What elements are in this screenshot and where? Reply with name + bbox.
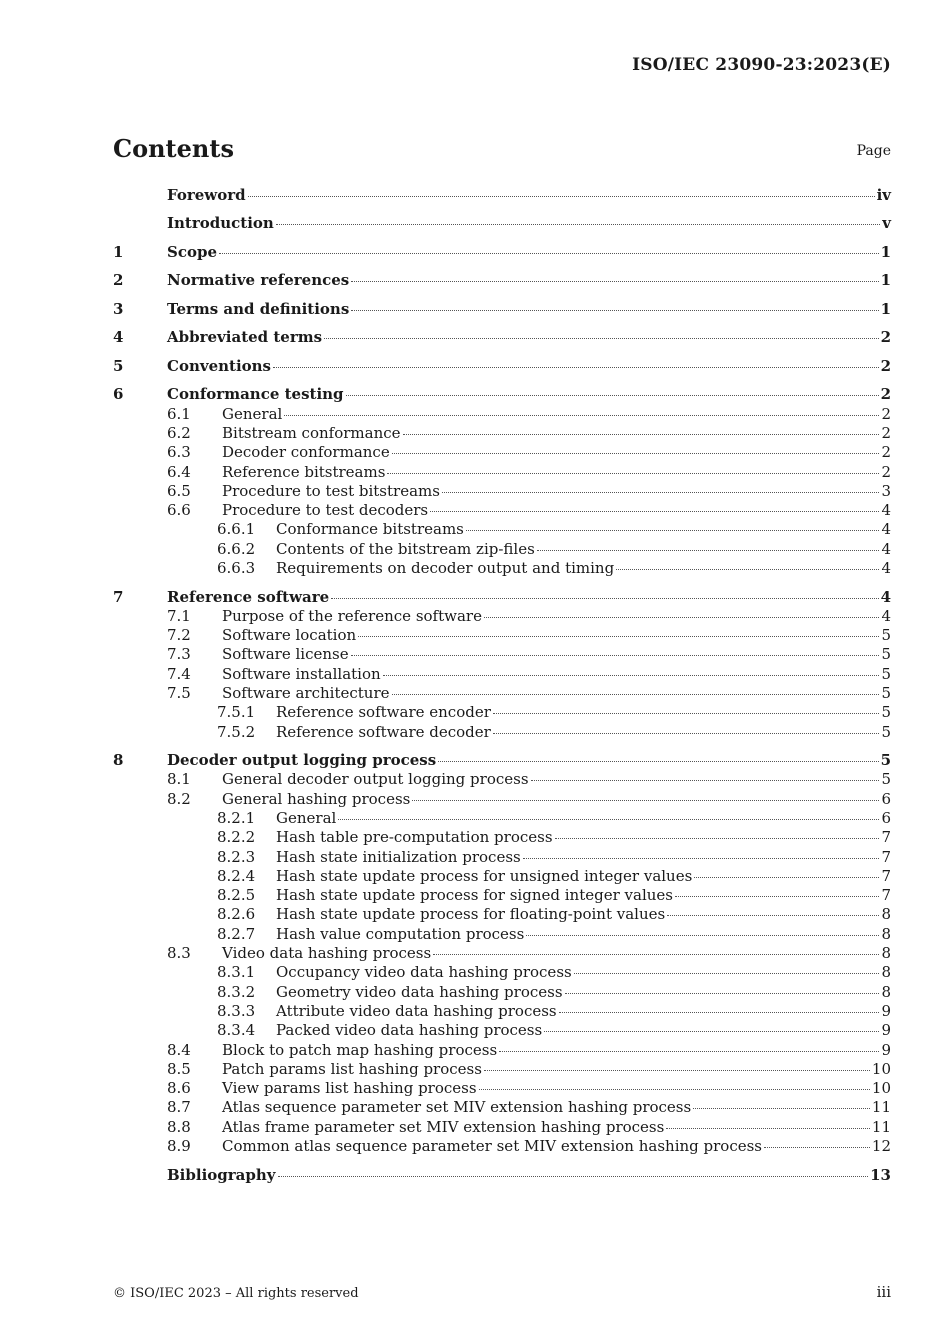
toc-entry-page: 5 xyxy=(881,645,891,664)
toc-entry[interactable] xyxy=(113,645,891,664)
toc-entry-number: 6.4 xyxy=(167,462,191,481)
toc-entry[interactable] xyxy=(113,944,891,963)
toc-entry-title: Reference software encoder xyxy=(276,703,491,722)
toc-dot-leader xyxy=(273,366,879,368)
toc-dot-leader xyxy=(324,337,878,339)
toc-entry-number: 8.5 xyxy=(167,1059,191,1078)
toc-dot-leader xyxy=(331,597,878,599)
toc-entry-title: Conventions xyxy=(167,356,271,375)
toc-entry-number: 6.6 xyxy=(167,501,191,520)
toc-dot-leader xyxy=(484,616,880,618)
toc-entry-number: 8.2.4 xyxy=(217,866,256,885)
toc-entry[interactable] xyxy=(113,848,891,867)
toc-dot-leader xyxy=(555,837,880,839)
toc-dot-leader xyxy=(544,1030,879,1032)
toc-entry[interactable] xyxy=(113,1118,891,1137)
toc-entry-number: 8.2.2 xyxy=(217,828,256,847)
toc-entry-title: Reference bitstreams xyxy=(222,462,386,481)
toc-entry[interactable] xyxy=(113,463,891,482)
toc-entry-number: 6 xyxy=(113,385,124,404)
toc-entry-page: 13 xyxy=(870,1165,891,1184)
toc-entry-number: 6.6.1 xyxy=(217,520,256,539)
toc-dot-leader xyxy=(493,712,880,714)
toc-entry-number: 8.2.6 xyxy=(217,905,256,924)
toc-entry-title: Purpose of the reference software xyxy=(222,606,482,625)
toc-dot-leader xyxy=(565,992,880,994)
toc-entry-number: 8.2.7 xyxy=(217,924,256,943)
toc-dot-leader xyxy=(493,732,880,734)
toc-entry-number: 7.5.2 xyxy=(217,722,256,741)
toc-entry-page: 7 xyxy=(881,828,891,847)
toc-entry-page: 10 xyxy=(871,1079,891,1098)
toc-entry-number: 6.3 xyxy=(167,443,191,462)
toc-dot-leader xyxy=(667,914,879,916)
toc-entry-number: 6.6.2 xyxy=(217,539,256,558)
document-id-header: ISO/IEC 23090-23:2023(E) xyxy=(632,55,891,75)
page-number: iii xyxy=(876,1283,891,1301)
toc-dot-leader xyxy=(351,654,880,656)
toc-entry[interactable] xyxy=(113,1002,891,1021)
toc-entry-title: Terms and definitions xyxy=(167,299,350,318)
toc-entry-page: 9 xyxy=(881,1001,891,1020)
toc-entry-title: Foreword xyxy=(167,186,246,204)
copyright-footer: © ISO/IEC 2023 – All rights reserved xyxy=(113,1286,359,1301)
toc-dot-leader xyxy=(438,760,878,762)
toc-entry-number: 8.2 xyxy=(167,789,191,808)
toc-entry-number: 8.3.2 xyxy=(217,982,256,1001)
toc-entry-number: 7.1 xyxy=(167,606,191,625)
toc-entry[interactable] xyxy=(113,1021,891,1040)
toc-entry-title: Normative references xyxy=(167,271,350,290)
toc-dot-leader xyxy=(466,529,880,531)
toc-entry-page: 9 xyxy=(881,1021,891,1040)
toc-dot-leader xyxy=(574,972,880,974)
toc-entry-title: Hash state initialization process xyxy=(276,847,521,866)
toc-entry[interactable] xyxy=(113,886,891,905)
contents-title: Contents xyxy=(113,134,234,163)
toc-entry-number: 8.3.1 xyxy=(217,963,256,982)
toc-entry-page: 5 xyxy=(881,664,891,683)
toc-entry[interactable] xyxy=(113,607,891,626)
toc-entry-page: 5 xyxy=(881,722,891,741)
toc-entry[interactable] xyxy=(113,684,891,703)
toc-entry-page: 7 xyxy=(881,847,891,866)
toc-entry[interactable] xyxy=(113,790,891,809)
toc-entry-title: Procedure to test bitstreams xyxy=(222,481,440,500)
table-of-contents xyxy=(113,186,891,1185)
toc-entry-number: 7.2 xyxy=(167,626,191,645)
toc-entry[interactable] xyxy=(113,443,891,462)
toc-entry-page: 8 xyxy=(881,944,891,963)
toc-dot-leader xyxy=(531,779,880,781)
toc-entry-title: Atlas frame parameter set MIV extension hashing process xyxy=(222,1117,665,1136)
toc-dot-leader xyxy=(403,433,880,435)
toc-entry-number: 8.3.3 xyxy=(217,1001,256,1020)
toc-entry-title: Scope xyxy=(167,242,218,261)
toc-entry-number: 8.2.1 xyxy=(217,809,256,827)
toc-entry-title: Hash state update process for unsigned integer values xyxy=(276,866,693,885)
toc-entry-page: 10 xyxy=(871,1059,891,1078)
toc-entry-page: 1 xyxy=(880,271,891,290)
toc-entry-page: 11 xyxy=(871,1117,891,1136)
toc-dot-leader xyxy=(693,1107,870,1109)
toc-entry-page: 5 xyxy=(880,751,891,770)
toc-entry-number: 8.4 xyxy=(167,1040,191,1059)
toc-entry[interactable] xyxy=(113,271,891,290)
toc-entry[interactable] xyxy=(113,751,891,770)
toc-dot-leader xyxy=(248,195,875,197)
toc-entry-number: 7.4 xyxy=(167,664,191,683)
toc-entry[interactable] xyxy=(113,925,891,944)
toc-dot-leader xyxy=(219,252,879,254)
toc-entry-title: Decoder output logging process xyxy=(167,751,437,770)
toc-dot-leader xyxy=(392,693,880,695)
toc-entry[interactable] xyxy=(113,1079,891,1098)
toc-entry-title: Common atlas sequence parameter set MIV extension hashing process xyxy=(222,1137,762,1156)
toc-dot-leader xyxy=(284,414,879,416)
toc-entry-page: 4 xyxy=(881,559,891,578)
toc-entry-title: General xyxy=(222,404,283,423)
toc-entry-page: 4 xyxy=(881,501,891,520)
toc-entry-title: General xyxy=(276,809,337,827)
toc-dot-leader xyxy=(276,223,880,225)
toc-dot-leader xyxy=(526,934,879,936)
toc-entry-number: 6.1 xyxy=(167,404,191,423)
toc-dot-leader xyxy=(479,1088,870,1090)
toc-entry-number: 7.5 xyxy=(167,684,191,703)
toc-entry-page: 4 xyxy=(880,587,891,606)
toc-entry-number: 1 xyxy=(113,242,124,261)
toc-entry-title: Decoder conformance xyxy=(222,443,390,462)
toc-dot-leader xyxy=(383,674,880,676)
toc-entry-number: 7.5.1 xyxy=(217,703,256,722)
toc-entry-title: Geometry video data hashing process xyxy=(276,982,563,1001)
toc-entry-number: 8 xyxy=(113,751,124,770)
toc-entry-title: Requirements on decoder output and timing xyxy=(276,559,615,578)
toc-dot-leader xyxy=(537,549,880,551)
toc-entry-title: Software location xyxy=(222,626,357,645)
toc-entry-page: v xyxy=(882,214,891,233)
toc-entry[interactable] xyxy=(113,520,891,539)
toc-dot-leader xyxy=(559,1011,880,1013)
toc-entry[interactable] xyxy=(113,1041,891,1060)
toc-entry-page: 8 xyxy=(881,905,891,924)
toc-entry-title: Atlas sequence parameter set MIV extension hashing process xyxy=(222,1098,692,1117)
toc-entry-title: General decoder output logging process xyxy=(222,770,529,789)
toc-entry[interactable] xyxy=(113,963,891,982)
toc-dot-leader xyxy=(675,895,879,897)
toc-entry-title: Contents of the bitstream zip-files xyxy=(276,539,535,558)
toc-entry-number: 8.1 xyxy=(167,770,191,789)
toc-entry-title: Video data hashing process xyxy=(222,944,432,963)
toc-entry-title: Software installation xyxy=(222,664,381,683)
toc-entry[interactable] xyxy=(113,424,891,443)
toc-entry-page: 8 xyxy=(881,924,891,943)
toc-entry-title: Bibliography xyxy=(167,1165,276,1184)
toc-entry[interactable] xyxy=(113,983,891,1002)
toc-entry-title: Block to patch map hashing process xyxy=(222,1040,498,1059)
toc-entry[interactable] xyxy=(113,328,891,347)
toc-entry-title: Procedure to test decoders xyxy=(222,501,429,520)
toc-dot-leader xyxy=(346,394,879,396)
toc-entry-number: 2 xyxy=(113,271,124,290)
toc-entry-title: Bitstream conformance xyxy=(222,423,401,442)
toc-dot-leader xyxy=(392,452,880,454)
toc-dot-leader xyxy=(764,1146,870,1148)
toc-entry[interactable] xyxy=(113,482,891,501)
toc-entry-page: 6 xyxy=(881,789,891,808)
toc-entry-page: 1 xyxy=(880,242,891,261)
toc-entry[interactable] xyxy=(113,626,891,645)
toc-dot-leader xyxy=(523,857,880,859)
toc-entry-number: 4 xyxy=(113,328,124,347)
toc-entry[interactable] xyxy=(113,1060,891,1079)
toc-entry-page: 7 xyxy=(881,886,891,905)
toc-entry-page: 4 xyxy=(881,539,891,558)
toc-entry-number: 7 xyxy=(113,587,124,606)
toc-entry-title: Attribute video data hashing process xyxy=(276,1001,557,1020)
toc-entry-title: Patch params list hashing process xyxy=(222,1059,482,1078)
toc-entry-page: 4 xyxy=(881,520,891,539)
toc-dot-leader xyxy=(351,309,878,311)
toc-entry-title: Software license xyxy=(222,645,349,664)
toc-entry-page: 7 xyxy=(881,866,891,885)
toc-entry[interactable] xyxy=(113,300,891,319)
toc-dot-leader xyxy=(387,472,879,474)
toc-entry-page: 2 xyxy=(881,443,891,462)
toc-entry-page: 1 xyxy=(880,299,891,318)
toc-entry-number: 6.2 xyxy=(167,423,191,442)
toc-entry[interactable] xyxy=(113,1166,891,1185)
toc-entry-number: 8.3.4 xyxy=(217,1021,256,1040)
toc-entry-number: 8.8 xyxy=(167,1117,191,1136)
toc-entry-number: 3 xyxy=(113,299,124,318)
toc-entry-title: Hash state update process for signed integer values xyxy=(276,886,673,905)
toc-entry-page: 2 xyxy=(880,356,891,375)
toc-entry-page: 8 xyxy=(881,982,891,1001)
toc-entry-page: 11 xyxy=(871,1098,891,1117)
toc-entry-title: Hash table pre-computation process xyxy=(276,828,553,847)
toc-entry[interactable] xyxy=(113,828,891,847)
toc-entry-page: 4 xyxy=(881,606,891,625)
toc-entry[interactable] xyxy=(113,243,891,262)
toc-entry[interactable] xyxy=(113,867,891,886)
toc-entry-title: Conformance bitstreams xyxy=(276,520,464,539)
toc-entry-page: 12 xyxy=(871,1137,891,1156)
toc-entry[interactable] xyxy=(113,703,891,722)
toc-entry[interactable] xyxy=(113,501,891,520)
toc-dot-leader xyxy=(484,1069,870,1071)
toc-entry-title: Reference software xyxy=(167,587,330,606)
toc-entry-title: Introduction xyxy=(167,214,274,233)
toc-entry-page: 9 xyxy=(881,1040,891,1059)
toc-entry[interactable] xyxy=(113,559,891,578)
toc-entry-number: 8.2.5 xyxy=(217,886,256,905)
toc-entry-page: 6 xyxy=(881,809,891,827)
toc-entry[interactable] xyxy=(113,357,891,376)
toc-entry[interactable] xyxy=(113,405,891,424)
toc-dot-leader xyxy=(412,799,879,801)
toc-dot-leader xyxy=(616,568,879,570)
toc-entry-page: iv xyxy=(876,186,891,204)
toc-entry-number: 6.6.3 xyxy=(217,559,256,578)
toc-entry-title: Software architecture xyxy=(222,684,390,703)
toc-entry-number: 7.3 xyxy=(167,645,191,664)
toc-entry-page: 5 xyxy=(881,626,891,645)
toc-dot-leader xyxy=(442,491,880,493)
toc-entry[interactable] xyxy=(113,723,891,742)
toc-entry-page: 5 xyxy=(881,684,891,703)
toc-entry-page: 2 xyxy=(881,404,891,423)
toc-entry[interactable] xyxy=(113,186,891,205)
toc-entry-number: 8.3 xyxy=(167,944,191,963)
toc-entry-page: 3 xyxy=(881,481,891,500)
toc-entry[interactable] xyxy=(113,665,891,684)
toc-dot-leader xyxy=(433,953,879,955)
toc-dot-leader xyxy=(358,635,879,637)
toc-entry-page: 5 xyxy=(881,770,891,789)
page-column-label: Page xyxy=(856,143,891,159)
toc-entry[interactable] xyxy=(113,214,891,233)
toc-entry[interactable] xyxy=(113,1137,891,1156)
toc-entry-number: 6.5 xyxy=(167,481,191,500)
toc-entry[interactable] xyxy=(113,905,891,924)
toc-dot-leader xyxy=(499,1050,879,1052)
toc-dot-leader xyxy=(694,876,879,878)
toc-entry-number: 8.2.3 xyxy=(217,847,256,866)
toc-entry-page: 2 xyxy=(881,423,891,442)
toc-entry[interactable] xyxy=(113,1098,891,1117)
toc-entry[interactable] xyxy=(113,809,891,828)
toc-dot-leader xyxy=(430,510,879,512)
toc-entry-page: 8 xyxy=(881,963,891,982)
toc-entry[interactable] xyxy=(113,540,891,559)
toc-entry-page: 5 xyxy=(881,703,891,722)
toc-entry-title: Abbreviated terms xyxy=(167,328,323,347)
toc-entry-title: Reference software decoder xyxy=(276,722,491,741)
toc-entry[interactable] xyxy=(113,588,891,607)
toc-entry-title: Hash value computation process xyxy=(276,924,525,943)
toc-entry-number: 8.7 xyxy=(167,1098,191,1117)
toc-dot-leader xyxy=(278,1175,869,1177)
toc-entry-number: 8.6 xyxy=(167,1079,191,1098)
toc-entry-number: 5 xyxy=(113,356,124,375)
toc-entry-page: 2 xyxy=(880,385,891,404)
toc-entry-number: 8.9 xyxy=(167,1137,191,1156)
toc-dot-leader xyxy=(351,280,878,282)
toc-entry-title: Hash state update process for floating-point values xyxy=(276,905,666,924)
toc-dot-leader xyxy=(666,1127,870,1129)
toc-entry-title: View params list hashing process xyxy=(222,1079,477,1098)
toc-entry-page: 2 xyxy=(881,462,891,481)
toc-dot-leader xyxy=(338,818,879,820)
toc-entry-title: General hashing process xyxy=(222,789,411,808)
toc-entry-title: Conformance testing xyxy=(167,385,344,404)
toc-entry-page: 2 xyxy=(880,328,891,347)
toc-entry[interactable] xyxy=(113,770,891,789)
toc-entry-title: Packed video data hashing process xyxy=(276,1021,543,1040)
toc-entry[interactable] xyxy=(113,385,891,404)
toc-entry-title: Occupancy video data hashing process xyxy=(276,963,572,982)
